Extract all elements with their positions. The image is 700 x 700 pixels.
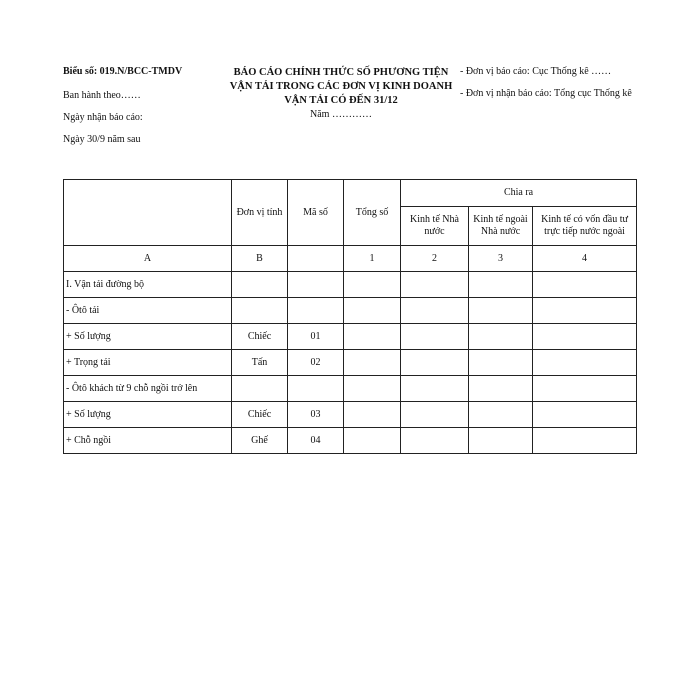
value-cell bbox=[401, 376, 469, 402]
index-cell: 2 bbox=[401, 246, 469, 272]
value-cell bbox=[533, 324, 637, 350]
col-total-header: Tổng số bbox=[344, 180, 401, 246]
value-cell bbox=[344, 428, 401, 454]
value-cell bbox=[469, 428, 533, 454]
value-cell bbox=[469, 350, 533, 376]
value-cell bbox=[344, 272, 401, 298]
value-cell bbox=[533, 298, 637, 324]
title-line-1: BÁO CÁO CHÍNH THỨC SỐ PHƯƠNG TIỆN bbox=[233, 67, 449, 78]
index-cell bbox=[288, 246, 344, 272]
value-cell bbox=[401, 272, 469, 298]
row-code: 03 bbox=[288, 402, 344, 428]
row-label: + Số lượng bbox=[64, 324, 232, 350]
row-unit: Chiếc bbox=[232, 402, 288, 428]
value-cell bbox=[533, 428, 637, 454]
row-code bbox=[288, 298, 344, 324]
index-cell: 1 bbox=[344, 246, 401, 272]
deadline: Ngày 30/9 năm sau bbox=[63, 134, 141, 145]
value-cell bbox=[533, 376, 637, 402]
issued-by: Ban hành theo…… bbox=[63, 90, 141, 101]
value-cell bbox=[469, 402, 533, 428]
row-unit bbox=[232, 298, 288, 324]
header-cell-empty bbox=[64, 180, 232, 246]
row-code: 01 bbox=[288, 324, 344, 350]
table-row bbox=[64, 298, 637, 324]
value-cell bbox=[401, 324, 469, 350]
index-cell: B bbox=[232, 246, 288, 272]
table-row bbox=[64, 428, 637, 454]
value-cell bbox=[533, 402, 637, 428]
receiving-unit: - Đơn vị nhận báo cáo: Tổng cục Thống kê bbox=[460, 88, 632, 99]
row-unit bbox=[232, 376, 288, 402]
title-line-3: VẬN TẢI CÓ ĐẾN 31/12 bbox=[284, 95, 398, 106]
title-line-2: VẬN TẢI TRONG CÁC ĐƠN VỊ KINH DOANH bbox=[229, 81, 453, 92]
row-unit: Tấn bbox=[232, 350, 288, 376]
value-cell bbox=[344, 298, 401, 324]
row-unit bbox=[232, 272, 288, 298]
value-cell bbox=[469, 272, 533, 298]
row-code bbox=[288, 272, 344, 298]
table-row bbox=[64, 272, 637, 298]
row-label: - Ôtô tải bbox=[64, 298, 232, 324]
row-label: I. Vận tải đường bộ bbox=[64, 272, 232, 298]
report-table bbox=[63, 179, 637, 454]
units-info bbox=[460, 66, 640, 100]
row-label: + Số lượng bbox=[64, 402, 232, 428]
row-code: 02 bbox=[288, 350, 344, 376]
index-cell: 4 bbox=[533, 246, 637, 272]
col-nonstate-header: Kinh tế ngoài Nhà nước bbox=[469, 207, 533, 246]
row-code: 04 bbox=[288, 428, 344, 454]
report-title bbox=[221, 66, 461, 120]
value-cell bbox=[344, 324, 401, 350]
receive-date-label: Ngày nhận báo cáo: bbox=[63, 112, 143, 123]
value-cell bbox=[469, 324, 533, 350]
index-cell: A bbox=[64, 246, 232, 272]
value-cell bbox=[401, 402, 469, 428]
row-unit: Chiếc bbox=[232, 324, 288, 350]
col-code-header: Mã số bbox=[288, 180, 344, 246]
value-cell bbox=[344, 402, 401, 428]
index-cell: 3 bbox=[469, 246, 533, 272]
row-label: + Chỗ ngồi bbox=[64, 428, 232, 454]
value-cell bbox=[469, 376, 533, 402]
value-cell bbox=[344, 376, 401, 402]
table-row bbox=[64, 350, 637, 376]
row-unit: Ghế bbox=[232, 428, 288, 454]
form-code: Biểu số: 019.N/BCC-TMDV bbox=[63, 66, 183, 77]
value-cell bbox=[401, 298, 469, 324]
value-cell bbox=[469, 298, 533, 324]
row-label: - Ôtô khách từ 9 chỗ ngồi trở lên bbox=[64, 376, 232, 402]
table-row bbox=[64, 324, 637, 350]
reporting-unit: - Đơn vị báo cáo: Cục Thống kê …… bbox=[460, 66, 612, 77]
report-header bbox=[63, 66, 643, 166]
value-cell bbox=[401, 428, 469, 454]
table-row bbox=[64, 376, 637, 402]
table-row bbox=[64, 402, 637, 428]
row-code bbox=[288, 376, 344, 402]
year-label: Năm ………… bbox=[310, 109, 372, 120]
value-cell bbox=[344, 350, 401, 376]
col-state-header: Kinh tế Nhà nước bbox=[401, 207, 469, 246]
value-cell bbox=[401, 350, 469, 376]
value-cell bbox=[533, 272, 637, 298]
row-label: + Trọng tải bbox=[64, 350, 232, 376]
col-unit-header: Đơn vị tính bbox=[232, 180, 288, 246]
value-cell bbox=[533, 350, 637, 376]
col-breakdown-header: Chia ra bbox=[401, 180, 637, 207]
index-row bbox=[64, 246, 637, 272]
col-fdi-header: Kinh tế có vốn đầu tư trực tiếp nước ngoài bbox=[533, 207, 637, 246]
